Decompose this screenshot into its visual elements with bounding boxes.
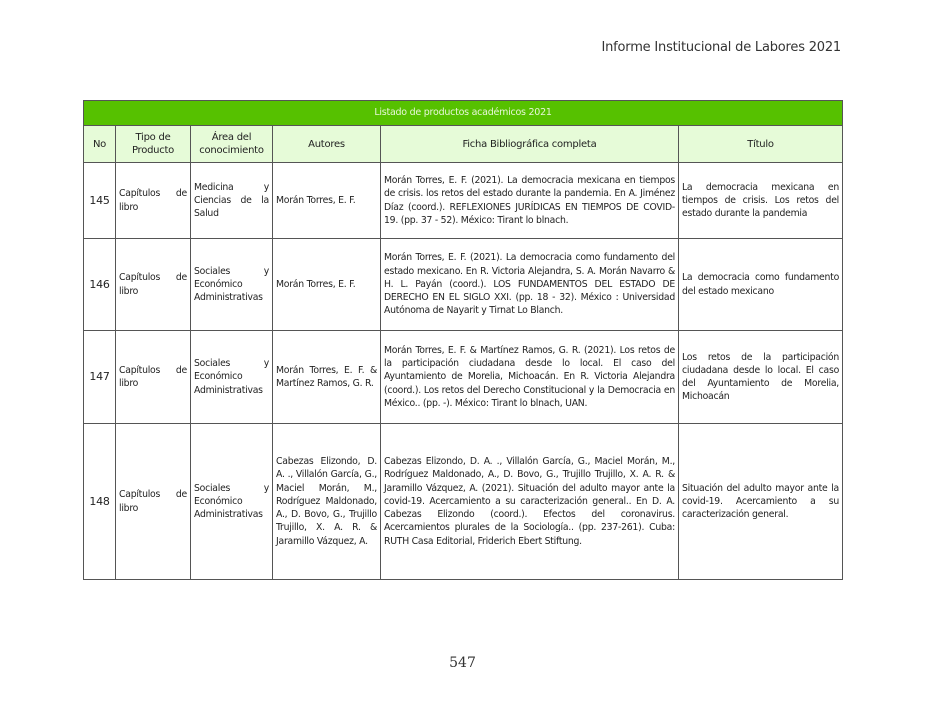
table-caption: Listado de productos académicos 2021 [84, 101, 843, 126]
column-header-autores: Autores [273, 126, 381, 163]
column-header-titulo: Título [679, 126, 843, 163]
cell-no: 145 [84, 163, 116, 239]
table-row [84, 163, 843, 239]
cell-tipo: Capítulos de libro [116, 239, 191, 331]
cell-area: Sociales y Económico Administrativas [191, 331, 273, 424]
cell-tipo: Capítulos de libro [116, 163, 191, 239]
cell-titulo: Situación del adulto mayor ante la covid-19. Acercamiento a su caracterización general. [679, 424, 843, 580]
cell-ficha: Cabezas Elizondo, D. A. ., Villalón García, G., Maciel Morán, M., Rodríguez Maldonado, A., D. Bovo, G., Trujillo Trujillo, X. A. R. & Jaramillo Vázquez, A. (2021). Situación del adulto mayor ante la covid-19. Acercamiento a su caracterización general.. En D. A. Cabezas Elizondo (coord.). Efectos del coronavirus. Acercamientos plurales de la Sociología.. (pp. 237-261). Cuba: RUTH Casa Editorial, Friderich Ebert Stiftung. [381, 424, 679, 580]
cell-area: Sociales y Económico Administrativas [191, 239, 273, 331]
table-row [84, 331, 843, 424]
cell-titulo: La democracia mexicana en tiempos de crisis. Los retos del estado durante la pandemia [679, 163, 843, 239]
column-header-no: No [84, 126, 116, 163]
table-caption-row [84, 101, 843, 126]
cell-ficha: Morán Torres, E. F. (2021). La democracia como fundamento del estado mexicano. En R. Victoria Alejandra, S. A. Morán Navarro & H. L. Payán (coord.). LOS FUNDAMENTOS DEL ESTADO DE DERECHO EN EL SIGLO XXI. (pp. 18 - 32). México : Universidad Autónoma de Nayarit y Tirnat Lo Blanch. [381, 239, 679, 331]
cell-no: 147 [84, 331, 116, 424]
column-header-area: Área del conocimiento [191, 126, 273, 163]
table-row [84, 424, 843, 580]
cell-no: 148 [84, 424, 116, 580]
running-header: Informe Institucional de Labores 2021 [601, 40, 841, 55]
cell-ficha: Morán Torres, E. F. & Martínez Ramos, G. R. (2021). Los retos de la participación ciudadana desde lo local. El caso del Ayuntamiento de Morelia, Michoacán. En R. Victoria Alejandra (coord.). Los retos del Derecho Constitucional y la Democracia en México.. (pp. -). México: Tirant lo blnach, UAN. [381, 331, 679, 424]
cell-tipo: Capítulos de libro [116, 331, 191, 424]
cell-autores: Morán Torres, E. F. [273, 163, 381, 239]
cell-titulo: Los retos de la participación ciudadana desde lo local. El caso del Ayuntamiento de Morelia, Michoacán [679, 331, 843, 424]
cell-autores: Morán Torres, E. F. & Martínez Ramos, G. R. [273, 331, 381, 424]
table-header-row [84, 126, 843, 163]
column-header-ficha: Ficha Bibliográfica completa [381, 126, 679, 163]
cell-tipo: Capítulos de libro [116, 424, 191, 580]
cell-titulo: La democracia como fundamento del estado mexicano [679, 239, 843, 331]
products-table [83, 100, 843, 580]
page-number: 547 [449, 655, 476, 671]
table-row [84, 239, 843, 331]
cell-ficha: Morán Torres, E. F. (2021). La democracia mexicana en tiempos de crisis. los retos del estado durante la pandemia. En A. Jiménez Díaz (coord.). REFLEXIONES JURÍDICAS EN TIEMPOS DE COVID-19. (pp. 37 - 52). México: Tirant lo blnach. [381, 163, 679, 239]
cell-no: 146 [84, 239, 116, 331]
cell-autores: Cabezas Elizondo, D. A. ., Villalón García, G., Maciel Morán, M., Rodríguez Maldonado, A., D. Bovo, G., Trujillo Trujillo, X. A. R. & Jaramillo Vázquez, A. [273, 424, 381, 580]
cell-area: Sociales y Económico Administrativas [191, 424, 273, 580]
cell-autores: Morán Torres, E. F. [273, 239, 381, 331]
cell-area: Medicina y Ciencias de la Salud [191, 163, 273, 239]
column-header-tipo: Tipo de Producto [116, 126, 191, 163]
